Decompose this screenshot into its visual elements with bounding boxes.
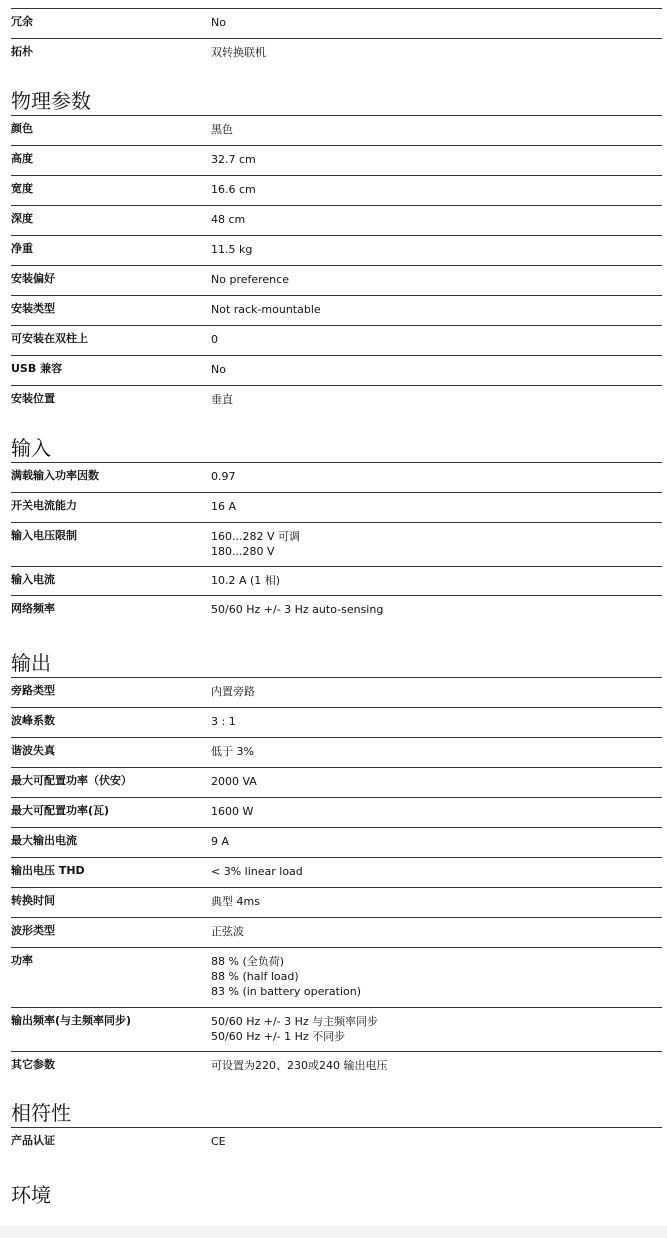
spec-label: 输出电压 THD [11,864,85,877]
spec-value [211,116,662,145]
spec-row [11,38,662,68]
spec-row [11,325,662,355]
spec-value-line: 11.5 kg [211,243,253,256]
spec-label: 谐波失真 [11,744,55,757]
spec-value-line: 160...282 V 可调 [211,530,300,543]
spec-row [11,737,662,767]
spec-value [211,206,662,235]
spec-value [211,386,662,415]
spec-row [11,1051,662,1081]
spec-value [211,146,662,175]
spec-value [211,463,662,492]
spec-value [211,236,662,265]
spec-value-line: 16 A [211,500,237,513]
spec-value [211,798,662,827]
spec-label: 深度 [11,212,33,225]
spec-label: 安装偏好 [11,272,55,285]
spec-value-line: 双转换联机 [211,46,266,59]
spec-value [211,948,662,1007]
spec-row [11,887,662,917]
spec-row [11,385,662,415]
section-title: 物理参数 [11,89,91,113]
spec-label: 产品认证 [11,1134,55,1147]
spec-value [211,828,662,857]
spec-label: 净重 [11,242,33,255]
spec-row [11,462,662,492]
spec-value-line: 32.7 cm [211,153,256,166]
spec-value-line: < 3% linear load [211,865,303,878]
spec-value [211,9,662,38]
spec-section [11,8,662,68]
spec-label: 波形类型 [11,924,55,937]
spec-row [11,115,662,145]
spec-label: 转换时间 [11,894,55,907]
spec-label: 输出频率(与主频率同步) [11,1014,132,1027]
spec-value-line: 16.6 cm [211,183,256,196]
spec-row [11,205,662,235]
spec-label: 冗余 [11,15,33,28]
spec-label: 安装类型 [11,302,55,315]
spec-value-line: 180...280 V [211,545,275,558]
page-bottom-bar [0,1226,667,1238]
section-title: 环境 [11,1183,51,1207]
spec-value [211,567,662,595]
spec-value-line: No preference [211,273,289,286]
spec-section [11,1101,662,1157]
spec-value-line: 正弦波 [211,925,244,938]
spec-row [11,522,662,566]
spec-row [11,917,662,947]
spec-value-line: 1600 W [211,805,254,818]
spec-value [211,738,662,767]
spec-value-line: 50/60 Hz +/- 1 Hz 不同步 [211,1030,346,1043]
spec-value-line: 低于 3% [211,745,254,758]
spec-row [11,797,662,827]
spec-value-line: 垂直 [211,393,233,406]
spec-value-line: CE [211,1135,226,1148]
spec-section [11,436,662,625]
spec-label: 颜色 [11,122,33,135]
spec-label: 输入电压限制 [11,529,77,542]
spec-value-line: 88 % (half load) [211,970,299,983]
spec-value-line: 50/60 Hz +/- 3 Hz 与主频率同步 [211,1015,379,1028]
spec-row [11,492,662,522]
spec-row [11,1007,662,1051]
spec-row [11,355,662,385]
spec-value-line: Not rack-mountable [211,303,321,316]
spec-value-line: 3 : 1 [211,715,236,728]
spec-label: 可安装在双柱上 [11,332,88,345]
spec-value [211,888,662,917]
spec-value-line: 典型 4ms [211,895,260,908]
spec-value [211,326,662,355]
spec-row [11,175,662,205]
spec-value-line: 9 A [211,835,230,848]
spec-row [11,145,662,175]
spec-value [211,39,662,68]
spec-row [11,947,662,1007]
spec-value-line: 黑色 [211,123,233,136]
spec-label: 其它参数 [11,1058,55,1071]
spec-label: 波峰系数 [11,714,55,727]
spec-value-line: 0.97 [211,470,236,483]
spec-value [211,1052,662,1081]
spec-label: 拓朴 [11,45,33,58]
spec-value [211,176,662,205]
spec-row [11,857,662,887]
spec-label: 开关电流能力 [11,499,77,512]
spec-value-line: 可设置为220、230或240 输出电压 [211,1059,388,1072]
spec-label: 输入电流 [11,573,55,586]
spec-value [211,708,662,737]
spec-label: 旁路类型 [11,684,55,697]
spec-value-line: 83 % (in battery operation) [211,985,362,998]
spec-label: 功率 [11,954,33,967]
spec-section [11,89,662,415]
spec-value [211,523,662,566]
spec-label: 安装位置 [11,392,55,405]
spec-value [211,296,662,325]
spec-row [11,8,662,38]
spec-value [211,266,662,295]
spec-row [11,677,662,707]
spec-value-line: 50/60 Hz +/- 3 Hz auto-sensing [211,603,384,616]
spec-label: 最大可配置功率（伏安） [11,774,132,787]
section-title: 输入 [11,436,51,460]
spec-value [211,678,662,707]
spec-value [211,768,662,797]
spec-value-line: 内置旁路 [211,685,255,698]
spec-label: 最大可配置功率(瓦) [11,804,110,817]
spec-label: 宽度 [11,182,33,195]
spec-value [211,1128,662,1157]
spec-value [211,596,662,625]
spec-value-line: 88 % (全负荷) [211,955,285,968]
spec-row [11,235,662,265]
spec-row [11,827,662,857]
spec-row [11,295,662,325]
spec-value [211,356,662,385]
spec-value-line: 2000 VA [211,775,257,788]
spec-section [11,651,662,1081]
spec-row [11,265,662,295]
spec-label: USB 兼容 [11,362,63,375]
spec-row [11,566,662,595]
spec-label: 高度 [11,152,33,165]
spec-row [11,707,662,737]
spec-value-line: No [211,16,226,29]
spec-value [211,493,662,522]
spec-value-line: 0 [211,333,218,346]
spec-label: 网络频率 [11,602,55,615]
section-title: 输出 [11,651,51,675]
section-title: 相符性 [11,1101,71,1125]
spec-value [211,918,662,947]
spec-row [11,767,662,797]
spec-value [211,858,662,887]
spec-value [211,1008,662,1051]
spec-value-line: 10.2 A (1 相) [211,574,281,587]
spec-section [11,1183,662,1209]
spec-value-line: 48 cm [211,213,246,226]
spec-value-line: No [211,363,226,376]
spec-label: 满载输入功率因数 [11,469,99,482]
spec-row [11,1127,662,1157]
spec-row [11,595,662,625]
spec-label: 最大输出电流 [11,834,77,847]
